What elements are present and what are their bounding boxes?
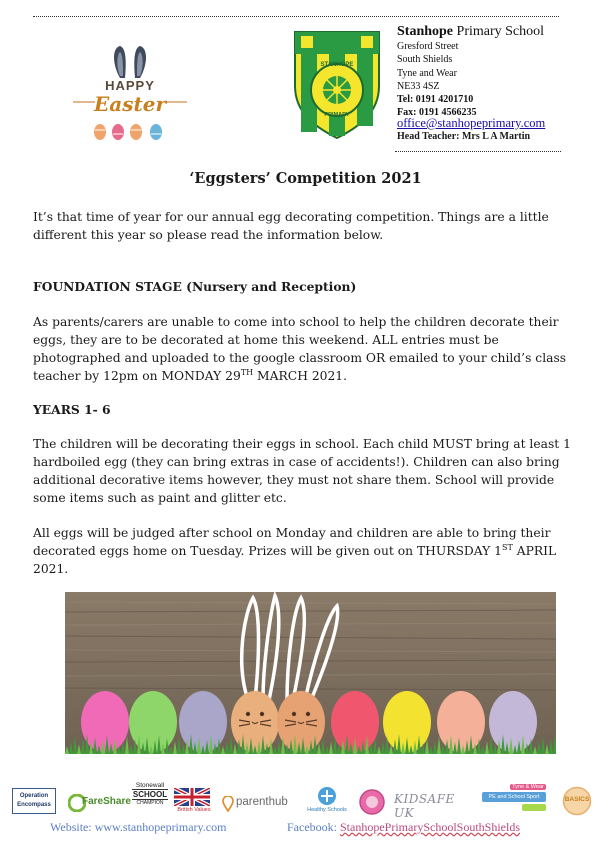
address-block (397, 40, 476, 120)
school-name-rest: Primary School (453, 24, 545, 39)
easter-egg (129, 691, 177, 753)
header-divider (395, 151, 561, 152)
pe-text: Tyne & Wear (510, 784, 546, 790)
stonewall-text: SCHOOL (132, 790, 168, 799)
easter-egg (231, 691, 279, 753)
basics-logo (562, 786, 592, 816)
british-values-logo (174, 788, 214, 818)
email-link[interactable]: office@stanhopeprimary.com (397, 116, 546, 130)
pink-badge-icon (358, 788, 386, 816)
years-heading: YEARS 1- 6 (33, 402, 111, 417)
facebook-label: Facebook: (287, 820, 340, 834)
easter-eggs-photo (65, 592, 556, 754)
parenthub-text: parenthub (236, 796, 288, 808)
healthy-schools-icon (316, 786, 338, 806)
fax: Fax: 0191 4566235 (397, 107, 477, 119)
facebook-link[interactable]: StanhopePrimarySchoolSouthShields (340, 820, 520, 834)
operation-encompass-text: Encompass (17, 802, 51, 808)
address-line: South Shields (397, 54, 453, 66)
easter-egg (437, 691, 485, 753)
happy-easter-logo (70, 44, 190, 144)
pe-text: PE and School Sport (482, 792, 546, 802)
crest-bottom-text: PRIMARY (324, 112, 350, 118)
easter-egg (179, 691, 227, 753)
address-line: Tyne and Wear (397, 67, 457, 79)
judging-paragraph (33, 524, 581, 578)
easter-egg (81, 691, 129, 753)
head-teacher: Head Teacher: Mrs L A Martin (397, 131, 531, 142)
eggs-illustration (65, 592, 556, 754)
pe-school-sport-logo (482, 784, 546, 816)
foundation-sup: TH (240, 367, 254, 377)
foundation-text-end: MARCH 2021. (253, 369, 348, 383)
crest-arc-text: STANHOPE (320, 62, 354, 68)
kidsafe-text: KIDSAFE UK (394, 792, 455, 820)
british-values-text: British Values (177, 807, 211, 813)
round-badge-logo (358, 788, 386, 816)
facebook-line (287, 820, 520, 835)
foundation-paragraph (33, 313, 581, 385)
parenthub-logo (222, 796, 298, 814)
top-divider (33, 16, 559, 17)
address-line: Gresford Street (397, 41, 459, 52)
foundation-heading: FOUNDATION STAGE (Nursery and Reception) (33, 279, 357, 294)
school-crest (291, 28, 383, 140)
union-flag-icon (174, 788, 210, 806)
partner-logos (0, 782, 611, 822)
healthy-schools-logo (304, 786, 350, 816)
easter-logo-happy: HAPPY (105, 78, 155, 93)
school-name (397, 24, 544, 40)
stonewall-text: Stonewall (135, 782, 165, 789)
stonewall-text: CHAMPION (136, 800, 164, 806)
website-text: Website: www.stanhopeprimary.com (50, 820, 227, 834)
pe-accent-bar (522, 804, 546, 811)
address-line: NE33 4SZ (397, 80, 440, 92)
fareshare-text: FareShare (82, 796, 131, 807)
easter-logo-easter: Easter (94, 92, 166, 116)
school-name-bold: Stanhope (397, 24, 454, 39)
foundation-text: As parents/carers are unable to come into school to help the children decorate their eggs, they are to be decorated at home this weekend. ALL entries must be photographed and uploaded to the google classroom OR emailed to your child’s class teacher by 12pm on MONDAY 29 (33, 315, 567, 383)
easter-egg (489, 691, 537, 753)
kidsafe-logo (394, 790, 474, 820)
fareshare-logo (68, 792, 130, 814)
school-shield-icon (291, 28, 383, 140)
years-paragraph: The children will be decorating their eggs in school. Each child MUST bring at least 1 hardboiled egg (they can bring extras in case of accidents!). Children can also bring additional decorative items however, they must not share them. School will provide some items such as paint and glitter etc. (33, 437, 571, 505)
location-pin-icon (222, 796, 234, 812)
judging-sup: ST (502, 542, 513, 552)
judging-text: All eggs will be judged after school on Monday and children are able to bring their decorated eggs home on Tuesday. Prizes will be given out on THURSDAY 1 (33, 526, 551, 558)
operation-encompass-logo (12, 788, 56, 814)
telephone: Tel: 0191 4201710 (397, 94, 474, 106)
basics-text: BASICS (564, 796, 590, 803)
intro-paragraph: It’s that time of year for our annual egg decorating competition. Things are a little different this year so please read the information below. (33, 210, 549, 242)
healthy-schools-text: Healthy Schools (307, 807, 347, 813)
page-title: ‘Eggsters’ Competition 2021 (189, 170, 422, 187)
judging-text-end: APRIL 2021. (33, 544, 557, 576)
operation-encompass-text: Operation (19, 793, 49, 799)
stonewall-logo (132, 782, 168, 816)
easter-egg (277, 691, 325, 753)
